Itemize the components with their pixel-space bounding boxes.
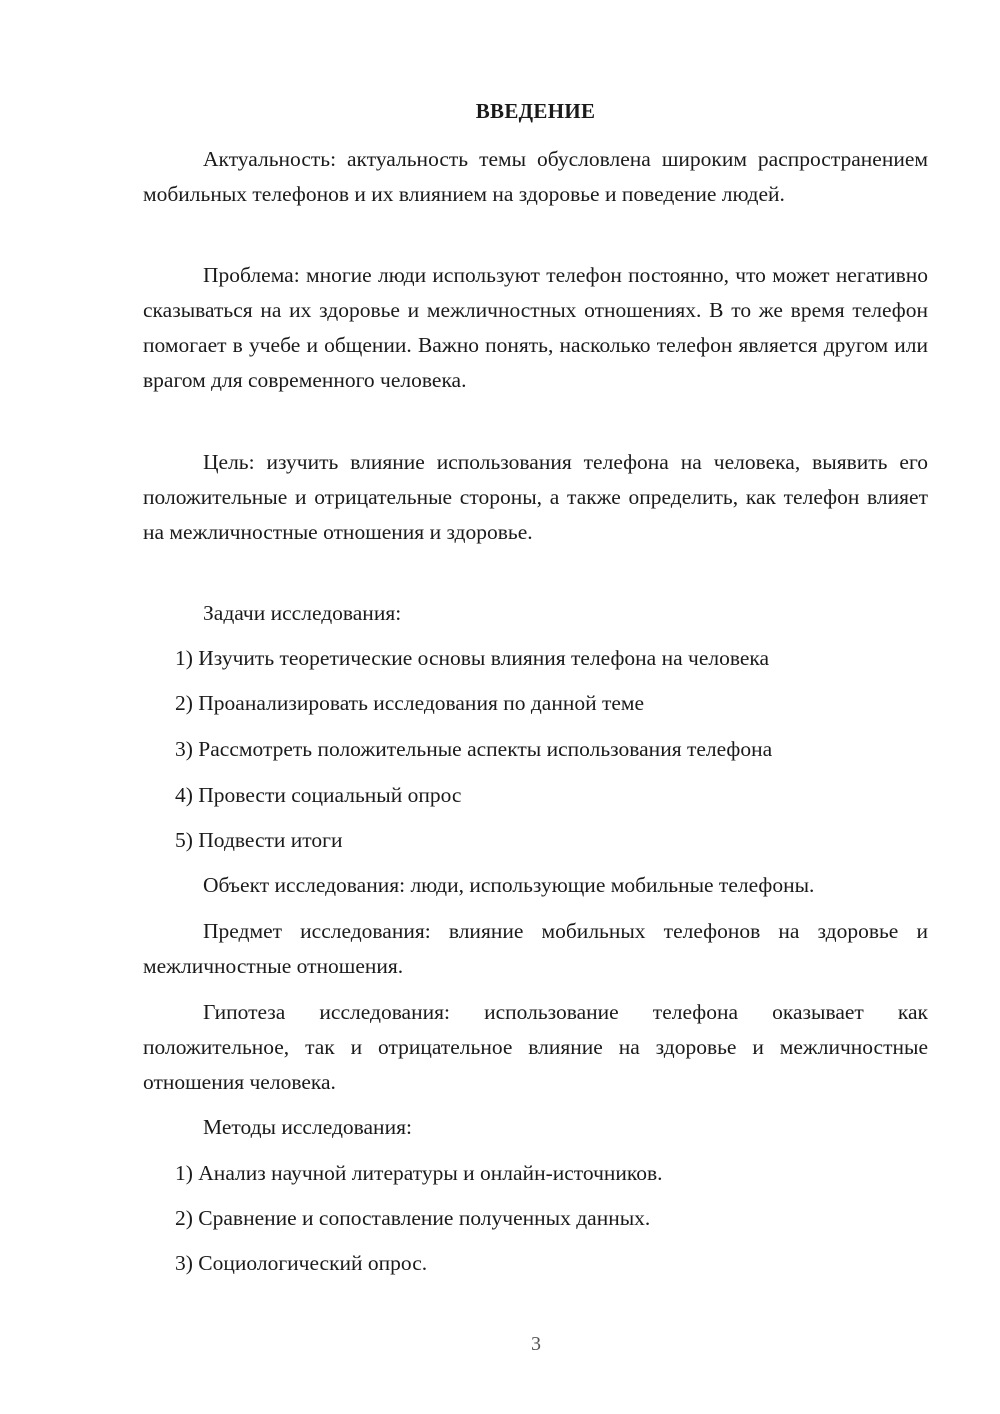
hypothesis-paragraph: Гипотеза исследования: использование телефона оказывает как положительное, так и отрицательное влияние на здоровье и межличностные отношения человека. — [143, 1000, 928, 1094]
tasks-heading: Задачи исследования: — [203, 601, 402, 625]
task-item-3: 3) Рассмотреть положительные аспекты использования телефона — [175, 737, 773, 761]
task-item-4: 4) Провести социальный опрос — [175, 783, 462, 807]
task-item-2: 2) Проанализировать исследования по данной теме — [175, 691, 645, 715]
page-number: 3 — [531, 1333, 541, 1355]
object-paragraph: Объект исследования: люди, использующие мобильные телефоны. — [203, 873, 815, 897]
method-item-2: 2) Сравнение и сопоставление полученных данных. — [175, 1206, 651, 1230]
subject-paragraph: Предмет исследования: влияние мобильных телефонов на здоровье и межличностные отношения. — [143, 919, 928, 978]
task-item-1: 1) Изучить теоретические основы влияния телефона на человека — [175, 646, 770, 670]
methods-heading: Методы исследования: — [203, 1115, 412, 1139]
task-item-5: 5) Подвести итоги — [175, 828, 343, 852]
problem-paragraph: Проблема: многие люди используют телефон постоянно, что может негативно сказываться на их здоровье и межличностных отношениях. В то же время телефон помогает в учебе и общении. Важно понять, насколько телефон является другом или врагом для современного человека. — [143, 263, 928, 392]
section-title: ВВЕДЕНИЕ — [475, 99, 596, 123]
relevance-paragraph: Актуальность: актуальность темы обусловлена широким распространением мобильных телефонов и их влиянием на здоровье и поведение людей. — [143, 147, 928, 206]
method-item-1: 1) Анализ научной литературы и онлайн-источников. — [175, 1161, 663, 1185]
method-item-3: 3) Социологический опрос. — [175, 1251, 428, 1275]
goal-paragraph: Цель: изучить влияние использования телефона на человека, выявить его положительные и отрицательные стороны, а также определить, как телефон влияет на межличностные отношения и здоровье. — [143, 450, 928, 544]
